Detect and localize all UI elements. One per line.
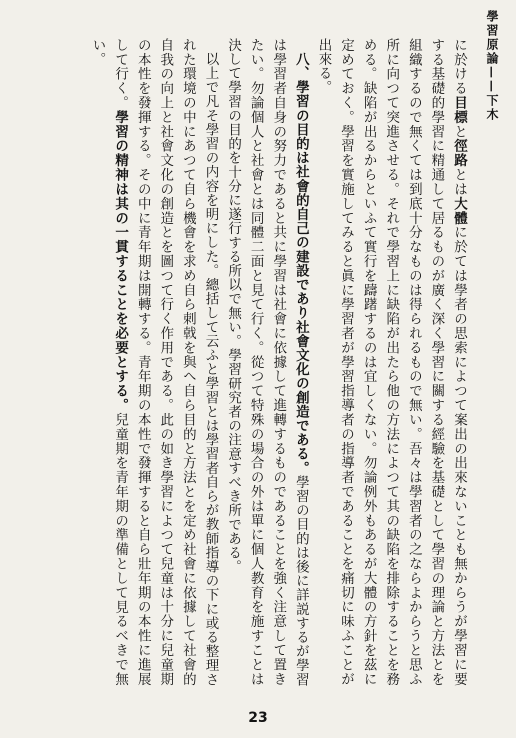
emphasized-text: 大體 <box>451 196 467 226</box>
emphasized-text: 學習の精神は其の一貫することを必要とする。 <box>112 110 129 413</box>
text-run: と <box>451 124 467 139</box>
emphasized-text: 目標 <box>451 95 467 125</box>
text-run: 兒童期を青年期の準備として見るべきで無い。 <box>89 38 129 686</box>
text-run: 學習の目的は後に詳説するが學習は學習者自身の努力であると共に學習は社會に依據して進轉するものであることを強く注意して置きたい。勿論個人と社會とは同體二面と見て行く。從つて特殊の場合の外は單に個人教育を施すことは決して學習の目的を十分に遂行する所以で無い。學習研究者の注意すべき所である。 <box>225 38 309 686</box>
emphasized-text: 八、學習の目的は社會的自己の建設であり社會文化の創造である。 <box>292 51 309 475</box>
page-number: 23 <box>248 710 268 726</box>
text-run: に於ける <box>451 38 467 96</box>
running-head: 學習原論——下木 <box>485 10 499 122</box>
body-text <box>34 38 470 686</box>
emphasized-text: 徑路 <box>451 138 467 168</box>
text-run: に於ては學者の思索によつて案出の出來ないことも無からうが學習に要する基礎的學習に精通して居るものが廣く深く學習に關する經驗を基礎として學習の理論と方法とを組織するので無くては到底十分なものは得られるもので無い。吾々は學習者の之ならよからうと思ふ所に向つて突進させる。それで學習上に缺陷が出たら他の方法によつて其の缺陷を排除することを務める。缺陷が出るからといふて實行を躊躇するのは宜しくない。勿論例外もあるが大體の方針を茲に定めておく。學習を實施してみると眞に學習者が學習指導者の指導者であることを痛切に味ふことが出來る。 <box>315 38 467 686</box>
text-run: とは <box>451 167 467 197</box>
paragraph <box>312 38 470 686</box>
paragraph <box>86 38 222 686</box>
text-run: 以上で凡そ學習の内容を明にした。總括して云ふと學習とは學習者自らが教師指導の下に或る整理された環境の中にあつて自ら機會を求め自ら刺戟を與へ自ら目的と方法とを定め社會に依據して社會的自我の向上と社會文化の創造とを圖つて行く作用である。此の如き學習によつて兒童は十分に兒童期の本性を發揮する。その中に青年期は開轉する。青年期の本性で發揮すると自ら壯年期の本性に進展して行く。 <box>112 38 219 686</box>
paragraph <box>221 38 311 686</box>
